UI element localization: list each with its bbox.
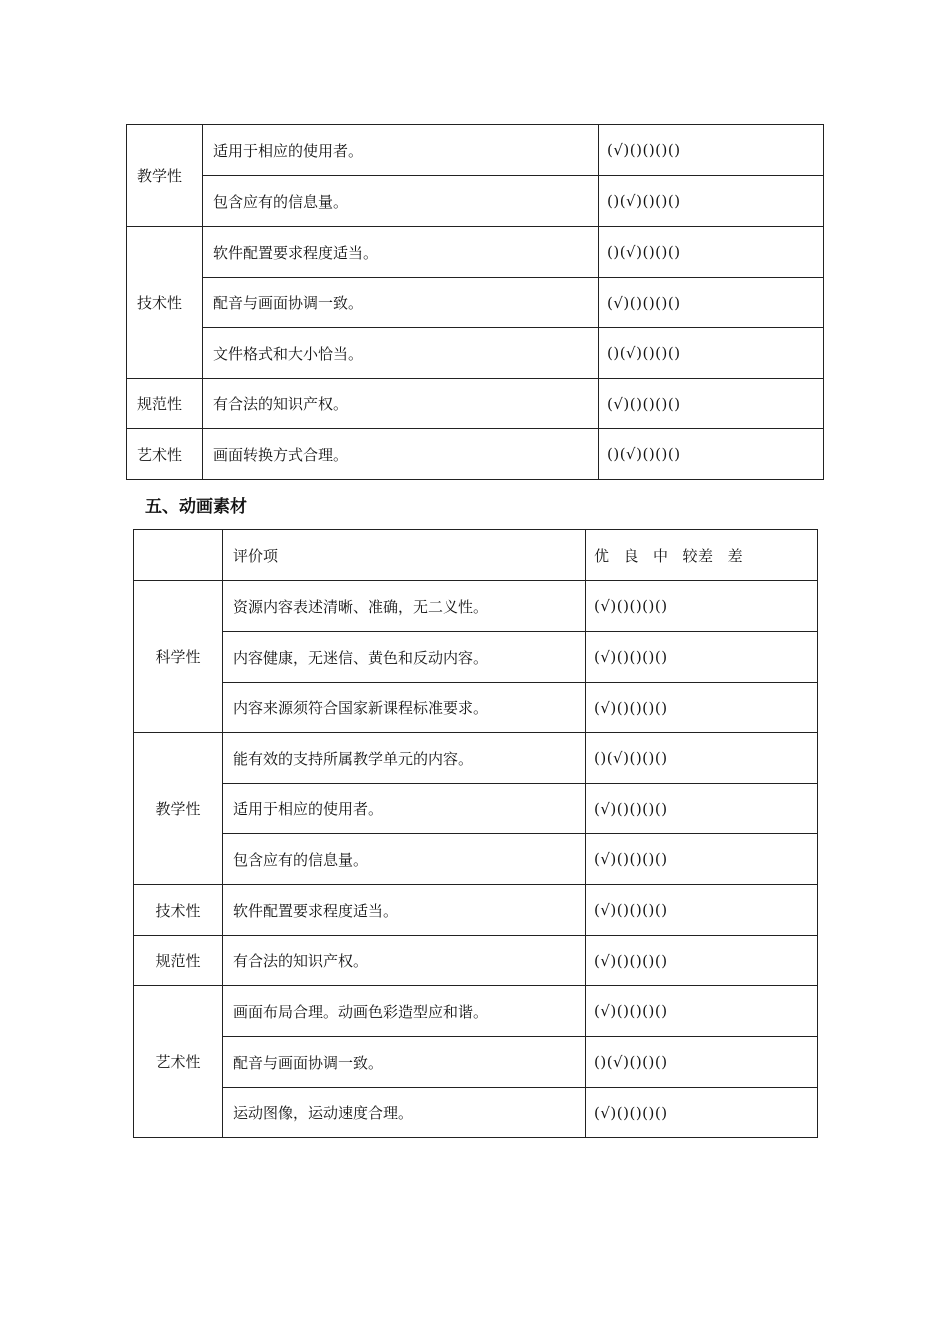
table-row: [127, 328, 824, 379]
category-cell: 规范性: [127, 379, 203, 429]
item-cell: 画面转换方式合理。: [203, 429, 599, 480]
category-cell: 教学性: [127, 125, 203, 227]
rating-cell: (√)()()()(): [586, 683, 818, 733]
item-cell: 内容健康，无迷信、黄色和反动内容。: [223, 632, 586, 683]
item-cell: 包含应有的信息量。: [203, 176, 599, 227]
rating-cell: ()(√)()()(): [586, 733, 818, 784]
rating-cell: ()(√)()()(): [599, 176, 824, 227]
table-row: [127, 379, 824, 429]
table-row: [134, 581, 818, 632]
level-label: 差: [727, 546, 744, 565]
rating-cell: (√)()()()(): [599, 125, 824, 176]
rating-cell: (√)()()()(): [586, 632, 818, 683]
evaluation-table-continued: [126, 124, 824, 480]
table-row: [127, 227, 824, 278]
item-cell: 软件配置要求程度适当。: [223, 885, 586, 936]
table-row: [134, 683, 818, 733]
level-label: 良: [623, 546, 640, 565]
table-header-row: [134, 530, 818, 581]
item-cell: 包含应有的信息量。: [223, 834, 586, 885]
table-row: [134, 733, 818, 784]
item-cell: 适用于相应的使用者。: [203, 125, 599, 176]
category-cell: 艺术性: [127, 429, 203, 480]
level-label: 优: [594, 546, 610, 565]
item-cell: 有合法的知识产权。: [203, 379, 599, 429]
rating-cell: (√)()()()(): [586, 936, 818, 986]
table-row: [127, 125, 824, 176]
item-cell: 运动图像，运动速度合理。: [223, 1088, 586, 1138]
item-cell: 资源内容表述清晰、准确，无二义性。: [223, 581, 586, 632]
table-row: [134, 834, 818, 885]
category-cell: 科学性: [134, 581, 223, 733]
category-cell: 技术性: [134, 885, 223, 936]
item-cell: 能有效的支持所属教学单元的内容。: [223, 733, 586, 784]
item-cell: 配音与画面协调一致。: [203, 278, 599, 328]
rating-cell: (√)()()()(): [586, 784, 818, 834]
table-row: [134, 1037, 818, 1088]
header-levels-cell: [586, 530, 818, 581]
table-row: [134, 986, 818, 1037]
section-heading: 五、动画素材: [145, 497, 247, 517]
rating-cell: (√)()()()(): [599, 379, 824, 429]
rating-cell: (√)()()()(): [586, 581, 818, 632]
rating-cell: ()(√)()()(): [599, 328, 824, 379]
item-cell: 配音与画面协调一致。: [223, 1037, 586, 1088]
rating-cell: (√)()()()(): [599, 278, 824, 328]
table-row: [134, 936, 818, 986]
header-item-cell: 评价项: [223, 530, 586, 581]
rating-cell: (√)()()()(): [586, 885, 818, 936]
category-cell: 技术性: [127, 227, 203, 379]
table-row: [127, 429, 824, 480]
rating-cell: (√)()()()(): [586, 834, 818, 885]
category-cell: 艺术性: [134, 986, 223, 1138]
table-row: [127, 278, 824, 328]
table-row: [127, 176, 824, 227]
header-empty-cell: [134, 530, 223, 581]
item-cell: 适用于相应的使用者。: [223, 784, 586, 834]
level-label: 中: [653, 546, 669, 565]
item-cell: 画面布局合理。动画色彩造型应和谐。: [223, 986, 586, 1037]
category-cell: 规范性: [134, 936, 223, 986]
item-cell: 内容来源须符合国家新课程标准要求。: [223, 683, 586, 733]
rating-cell: (√)()()()(): [586, 986, 818, 1037]
level-label: 较差: [682, 546, 714, 565]
rating-cell: (√)()()()(): [586, 1088, 818, 1138]
rating-cell: ()(√)()()(): [586, 1037, 818, 1088]
table-row: [134, 784, 818, 834]
category-cell: 教学性: [134, 733, 223, 885]
table-row: [134, 632, 818, 683]
table-row: [134, 1088, 818, 1138]
rating-cell: ()(√)()()(): [599, 429, 824, 480]
rating-cell: ()(√)()()(): [599, 227, 824, 278]
table-row: [134, 885, 818, 936]
item-cell: 软件配置要求程度适当。: [203, 227, 599, 278]
item-cell: 文件格式和大小恰当。: [203, 328, 599, 379]
animation-material-table: [133, 529, 818, 1138]
item-cell: 有合法的知识产权。: [223, 936, 586, 986]
